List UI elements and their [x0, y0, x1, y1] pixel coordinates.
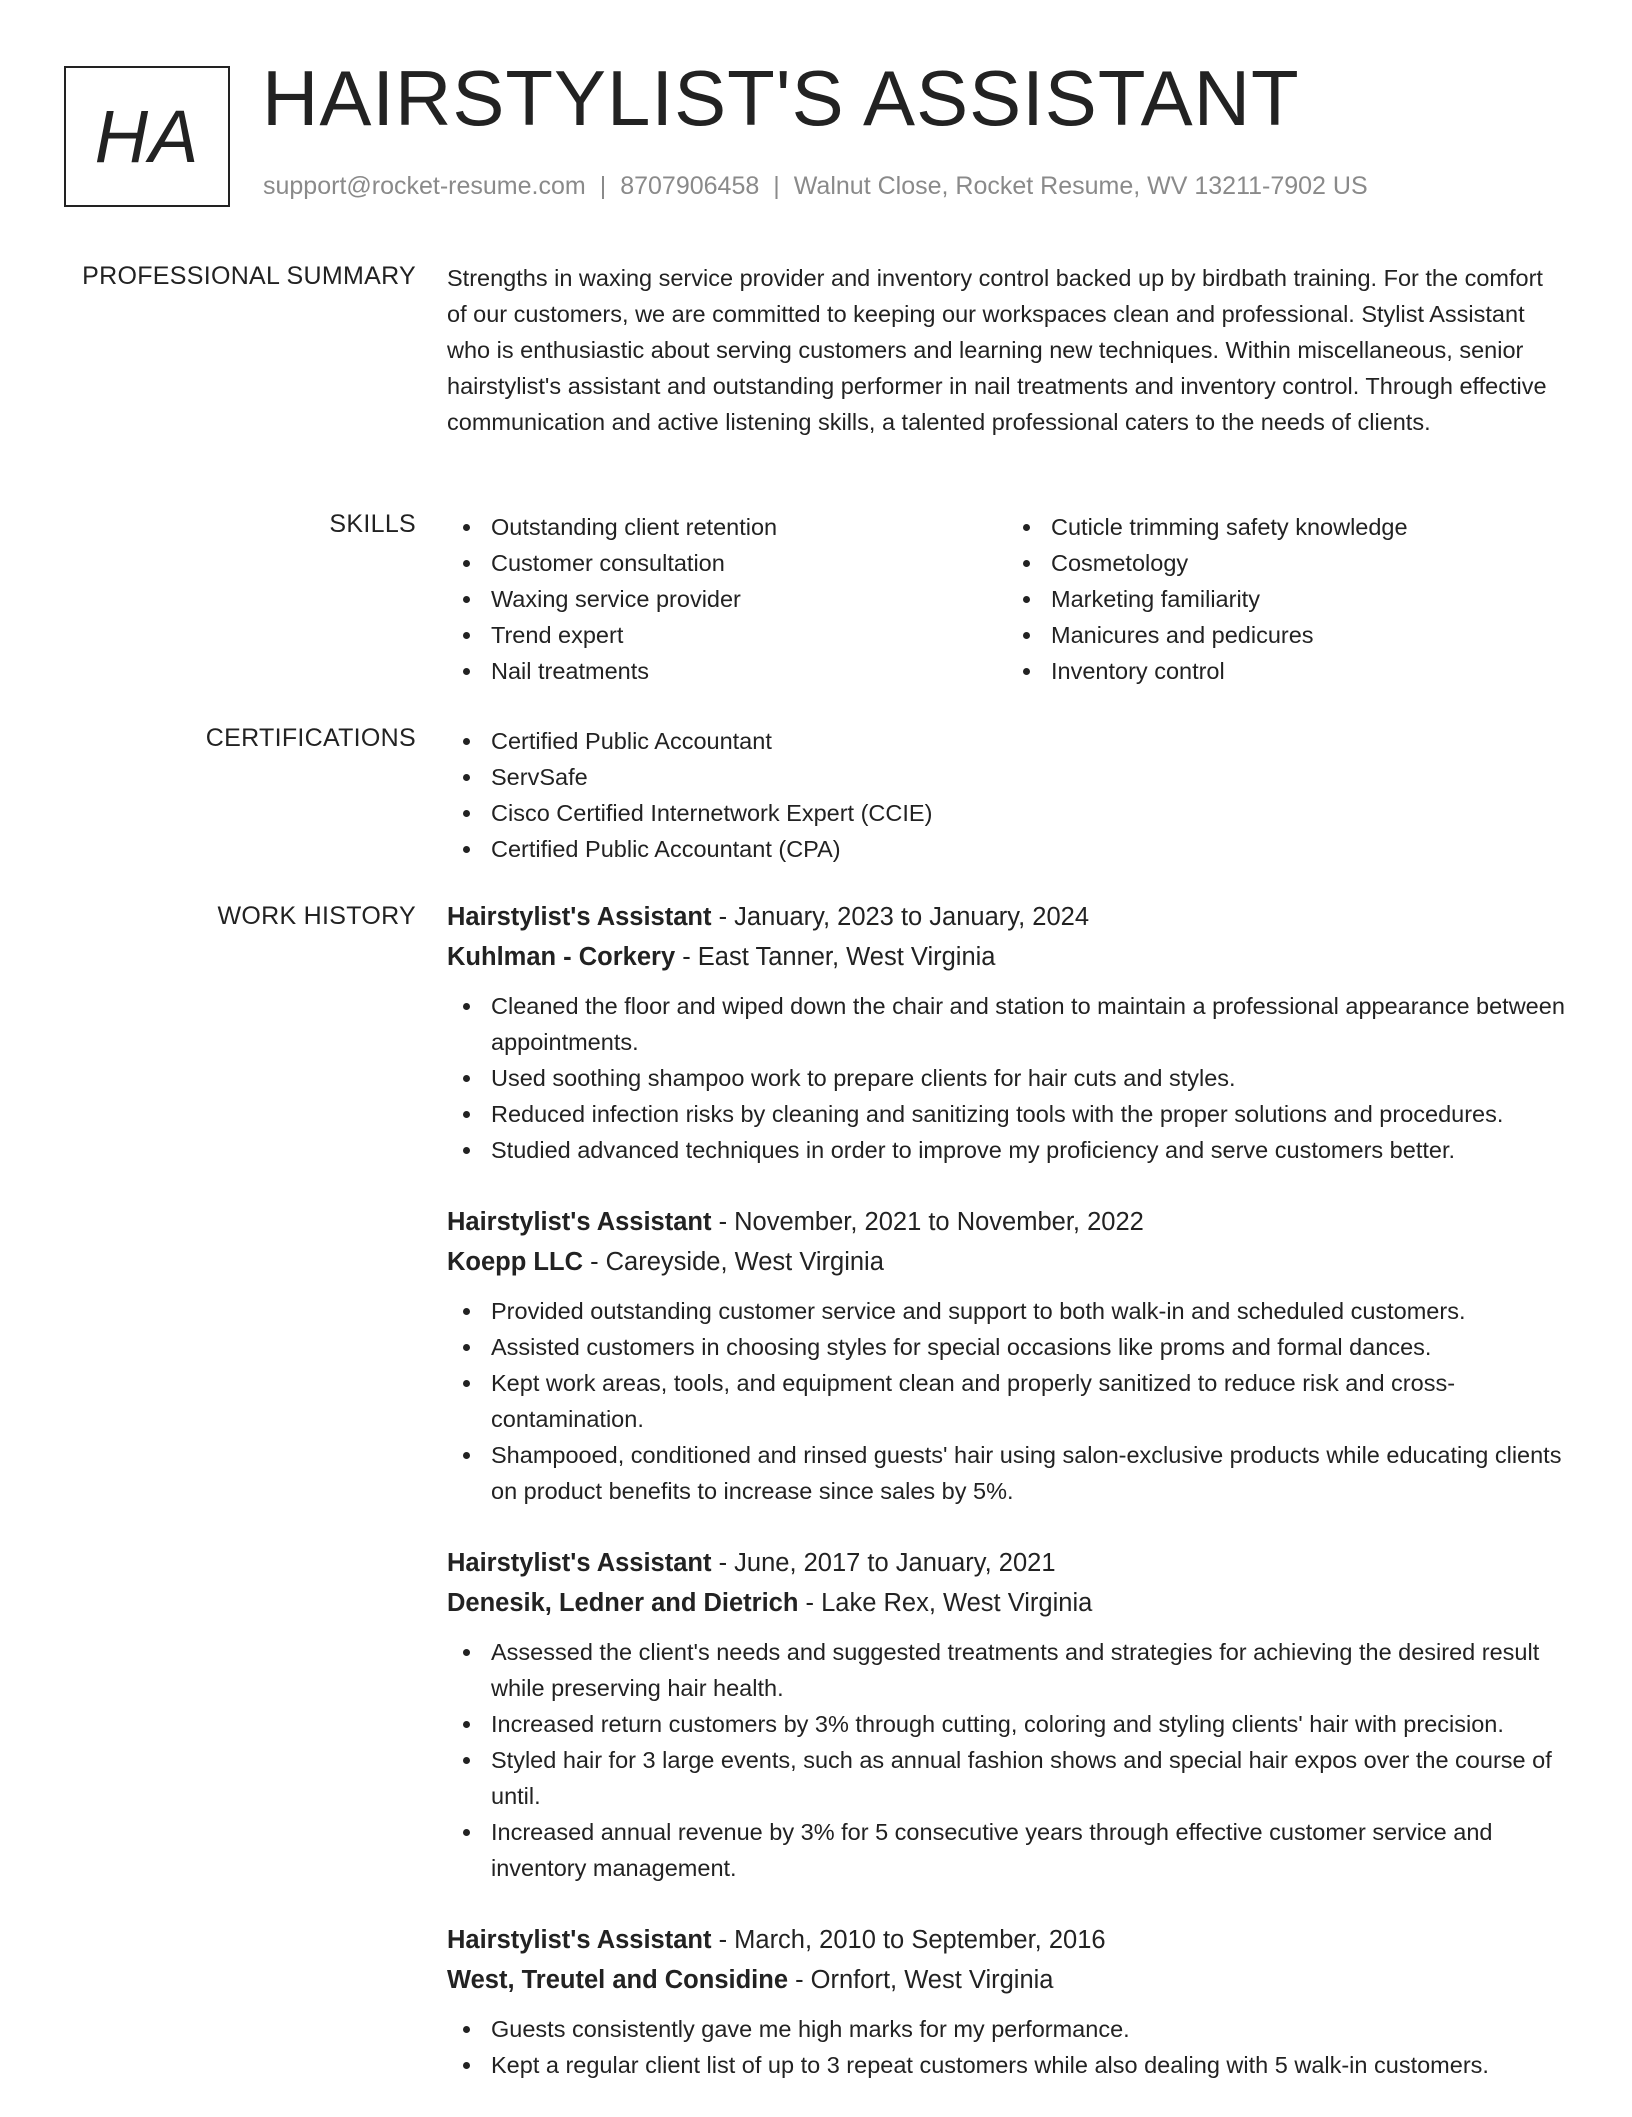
- monogram-box: [64, 66, 230, 207]
- job-bullet: Assessed the client's needs and suggested treatments and strategies for achieving the desired result while preserving hair health.: [491, 1634, 1567, 1706]
- job-dates: - January, 2023 to January, 2024: [711, 903, 1090, 931]
- resume-name: HAIRSTYLIST'S ASSISTANT: [262, 54, 1300, 142]
- job-company: Denesik, Ledner and Dietrich: [447, 1589, 799, 1617]
- job-role: Hairstylist's Assistant: [447, 1926, 712, 1954]
- job-bullets: [447, 988, 1567, 1168]
- skills-list-right: [1007, 509, 1567, 689]
- contact-phone[interactable]: 8707906458: [620, 172, 760, 200]
- job-bullet: Kept a regular client list of up to 3 repeat customers while also dealing with 5 walk-in customers.: [491, 2047, 1567, 2083]
- skill-item: Waxing service provider: [491, 581, 1007, 617]
- job-bullet: Reduced infection risks by cleaning and sanitizing tools with the proper solutions and procedures.: [491, 1096, 1567, 1132]
- job-entry: [447, 1543, 1567, 1886]
- job-bullet: Kept work areas, tools, and equipment clean and properly sanitized to reduce risk and cross-contamination.: [491, 1365, 1567, 1437]
- job-role: Hairstylist's Assistant: [447, 1549, 712, 1577]
- job-bullet: Increased annual revenue by 3% for 5 consecutive years through effective customer service and inventory management.: [491, 1814, 1567, 1886]
- job-bullet: Assisted customers in choosing styles for special occasions like proms and formal dances.: [491, 1329, 1567, 1365]
- certification-item: Cisco Certified Internetwork Expert (CCIE): [491, 795, 1567, 831]
- job-title-line: [447, 1920, 1567, 1960]
- contact-address: Walnut Close, Rocket Resume, WV 13211-7902 US: [793, 172, 1368, 200]
- job-location: - Lake Rex, West Virginia: [798, 1589, 1093, 1617]
- job-bullet: Studied advanced techniques in order to improve my proficiency and serve customers better.: [491, 1132, 1567, 1168]
- skill-item: Marketing familiarity: [1051, 581, 1567, 617]
- job-company-line: [447, 1242, 1567, 1282]
- job-bullet: Increased return customers by 3% through cutting, coloring and styling clients' hair with precision.: [491, 1706, 1567, 1742]
- job-entry: [447, 1202, 1567, 1509]
- skill-item: Customer consultation: [491, 545, 1007, 581]
- contact-separator: |: [773, 172, 780, 200]
- contact-line: [263, 172, 1368, 201]
- job-bullet: Styled hair for 3 large events, such as annual fashion shows and special hair expos over the course of until.: [491, 1742, 1567, 1814]
- skills-heading: SKILLS: [329, 510, 416, 538]
- job-company-line: [447, 1960, 1567, 2000]
- work-history-heading: WORK HISTORY: [217, 902, 416, 930]
- job-dates: - November, 2021 to November, 2022: [711, 1208, 1144, 1236]
- job-location: - Ornfort, West Virginia: [788, 1966, 1054, 1994]
- job-title-line: [447, 897, 1567, 937]
- skill-item: Cuticle trimming safety knowledge: [1051, 509, 1567, 545]
- certifications-heading: CERTIFICATIONS: [205, 724, 416, 752]
- summary-heading: PROFESSIONAL SUMMARY: [82, 262, 416, 290]
- job-title-line: [447, 1543, 1567, 1583]
- job-company-line: [447, 937, 1567, 977]
- job-dates: - March, 2010 to September, 2016: [711, 1926, 1106, 1954]
- job-location: - East Tanner, West Virginia: [675, 943, 996, 971]
- job-bullet: Used soothing shampoo work to prepare clients for hair cuts and styles.: [491, 1060, 1567, 1096]
- skill-item: Cosmetology: [1051, 545, 1567, 581]
- job-role: Hairstylist's Assistant: [447, 1208, 712, 1236]
- contact-separator: |: [599, 172, 607, 200]
- job-entry: [447, 897, 1567, 1168]
- job-company-line: [447, 1583, 1567, 1623]
- job-role: Hairstylist's Assistant: [447, 903, 712, 931]
- job-entry: [447, 1920, 1567, 2083]
- job-bullet: Cleaned the floor and wiped down the chair and station to maintain a professional appearance between appointments.: [491, 988, 1567, 1060]
- certifications-list: [447, 723, 1567, 867]
- skill-item: Trend expert: [491, 617, 1007, 653]
- job-bullets: [447, 1293, 1567, 1509]
- job-bullets: [447, 2011, 1567, 2083]
- skill-item: Nail treatments: [491, 653, 1007, 689]
- job-company: West, Treutel and Considine: [447, 1966, 789, 1994]
- job-title-line: [447, 1202, 1567, 1242]
- monogram-initials: HA: [94, 95, 200, 178]
- job-location: - Careyside, West Virginia: [582, 1248, 884, 1276]
- job-bullet: Guests consistently gave me high marks for my performance.: [491, 2011, 1567, 2047]
- skill-item: Inventory control: [1051, 653, 1567, 689]
- job-bullet: Shampooed, conditioned and rinsed guests' hair using salon-exclusive products while educating clients on product benefits to increase since sales by 5%.: [491, 1437, 1567, 1509]
- skill-item: Manicures and pedicures: [1051, 617, 1567, 653]
- job-dates: - June, 2017 to January, 2021: [711, 1549, 1056, 1577]
- certification-item: ServSafe: [491, 759, 1567, 795]
- job-bullet: Provided outstanding customer service and support to both walk-in and scheduled customers.: [491, 1293, 1567, 1329]
- job-company: Kuhlman - Corkery: [447, 943, 676, 971]
- contact-email[interactable]: support@rocket-resume.com: [263, 172, 586, 200]
- skills-list-left: [447, 509, 1007, 689]
- job-bullets: [447, 1634, 1567, 1886]
- summary-text: Strengths in waxing service provider and inventory control backed up by birdbath training. For the comfort of our customers, we are committed to keeping our workspaces clean and professional. Stylist Assistant who is enthusiastic about serving customers and learning new techniques. Within miscellaneous, senior hairstylist's assistant and outstanding performer in nail treatments and inventory control. Through effective communication and active listening skills, a talented professional caters to the needs of clients.: [447, 265, 1547, 435]
- certification-item: Certified Public Accountant (CPA): [491, 831, 1567, 867]
- job-company: Koepp LLC: [447, 1248, 583, 1276]
- skill-item: Outstanding client retention: [491, 509, 1007, 545]
- certification-item: Certified Public Accountant: [491, 723, 1567, 759]
